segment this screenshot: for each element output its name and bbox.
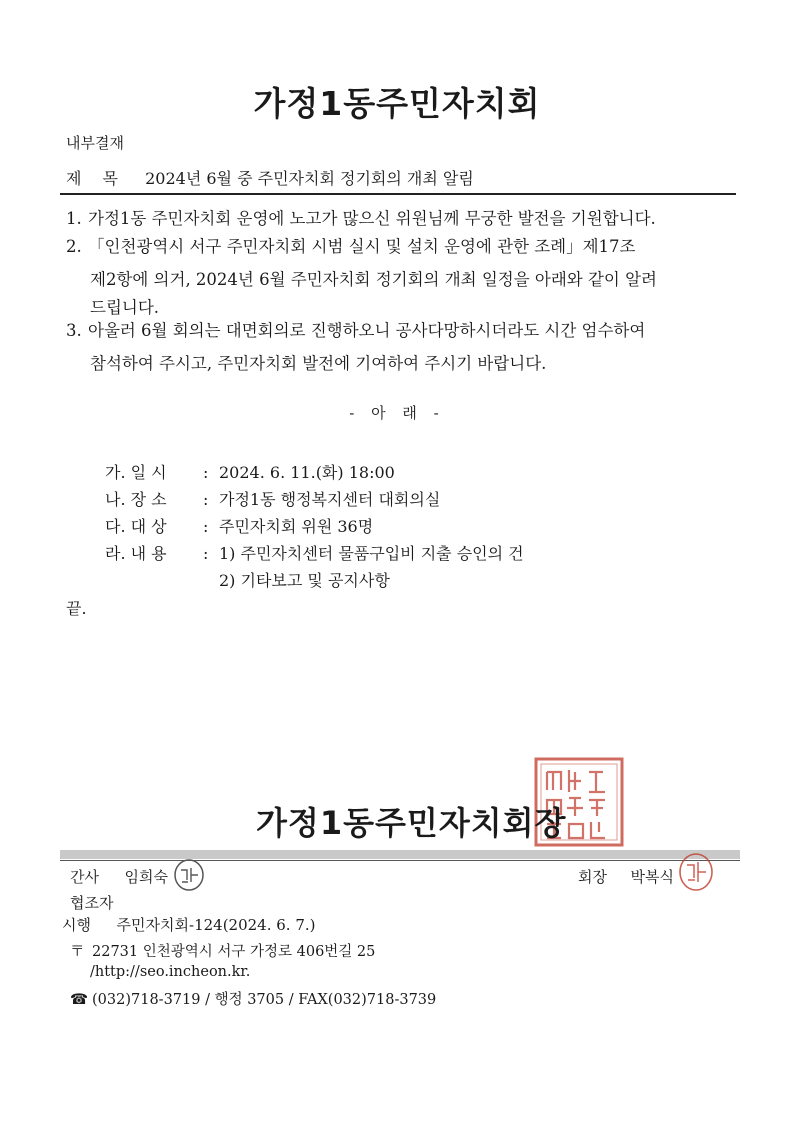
subject-row [66,166,474,189]
sender-title: 가정1동주민자치회장 [256,804,567,842]
post-office-icon: 〒 [70,944,85,960]
paragraph-line: 드립니다. [90,298,160,317]
chair-approval [578,866,674,887]
address-row [70,940,375,961]
paragraph-line: 제2항에 의거, 2024년 6월 주민자치회 정기회의 개최 일정을 아래와 같이 알려 [90,270,657,289]
item-label: 가. 일 시 [105,463,167,482]
enforcement-row [62,914,316,935]
telephone-icon: ☎ [70,992,89,1008]
enforcement-text: 주민자치회-124(2024. 6. 7.) [116,916,316,934]
cooperator-label: 협조자 [70,894,114,912]
paragraph-number: 2. [66,237,82,256]
item-place: 나. 장 소 : 가정1동 행정복지센터 대회의실 [105,487,440,510]
end-mark: 끝. [66,599,87,618]
item-label: 나. 장 소 [105,490,167,509]
paragraph-line: 가정1동 주민자치회 운영에 노고가 많으신 위원님께 무궁한 발전을 기원합니다. [88,209,656,228]
item-value: 1) 주민자치센터 물품구입비 지출 승인의 건 [219,544,524,563]
staff-name: 임희숙 [124,868,169,886]
item-value: 주민자치회 위원 36명 [219,517,374,536]
paragraph-line: 참석하여 주시고, 주민자치회 발전에 기여하여 주시기 바랍니다. [90,354,547,373]
staff-approval [70,866,168,887]
paragraph-line: 「인천광역시 서구 주민자치회 시범 실시 및 설치 운영에 관한 조례」제17조 [88,237,636,256]
paragraph-1 [66,205,656,233]
chair-signature-stamp-icon [676,852,716,892]
paragraph-number: 3. [66,321,82,340]
website-link[interactable]: /http://seo.incheon.kr. [90,964,251,980]
item-label: 라. 내 용 [105,544,167,563]
staff-label: 간사 [70,868,99,886]
chair-label: 회장 [578,868,607,886]
paragraph-3 [66,317,645,345]
paragraph-number: 1. [66,209,82,228]
subject-label: 제 목 [66,169,126,188]
chair-name: 박복식 [630,868,675,886]
item-label: 다. 대 상 [105,517,167,536]
footer-shaded-bar [60,850,740,859]
item-target: 다. 대 상 : 주민자치회 위원 36명 [105,514,373,537]
item-datetime: 가. 일 시 : 2024. 6. 11.(화) 18:00 [105,460,395,483]
footer-divider [60,860,740,861]
address-text: 22731 인천광역시 서구 가정로 406번길 25 [92,944,376,960]
below-heading: - 아 래 - [349,404,445,422]
item-content: 라. 내 용 : 1) 주민자치센터 물품구입비 지출 승인의 건 [105,541,524,564]
staff-signature-stamp-icon [172,858,206,892]
enforcement-label: 시행 [62,916,91,934]
organization-title: 가정1동주민자치회 [253,84,541,123]
item-value: 가정1동 행정복지센터 대회의실 [219,490,441,509]
paragraph-2 [66,233,636,261]
subject-text: 2024년 6월 중 주민자치회 정기회의 개최 알림 [145,169,474,188]
subject-divider [60,193,736,195]
phone-row [70,988,436,1009]
internal-approval-label: 내부결재 [66,134,124,152]
item-content-extra: 2) 기타보고 및 공지사항 [219,571,390,590]
item-value: 2024. 6. 11.(화) 18:00 [219,463,395,482]
phone-text: (032)718-3719 / 행정 3705 / FAX(032)718-3739 [92,992,437,1008]
paragraph-line: 아울러 6월 회의는 대면회의로 진행하오니 공사다망하시더라도 시간 엄수하여 [88,321,646,340]
